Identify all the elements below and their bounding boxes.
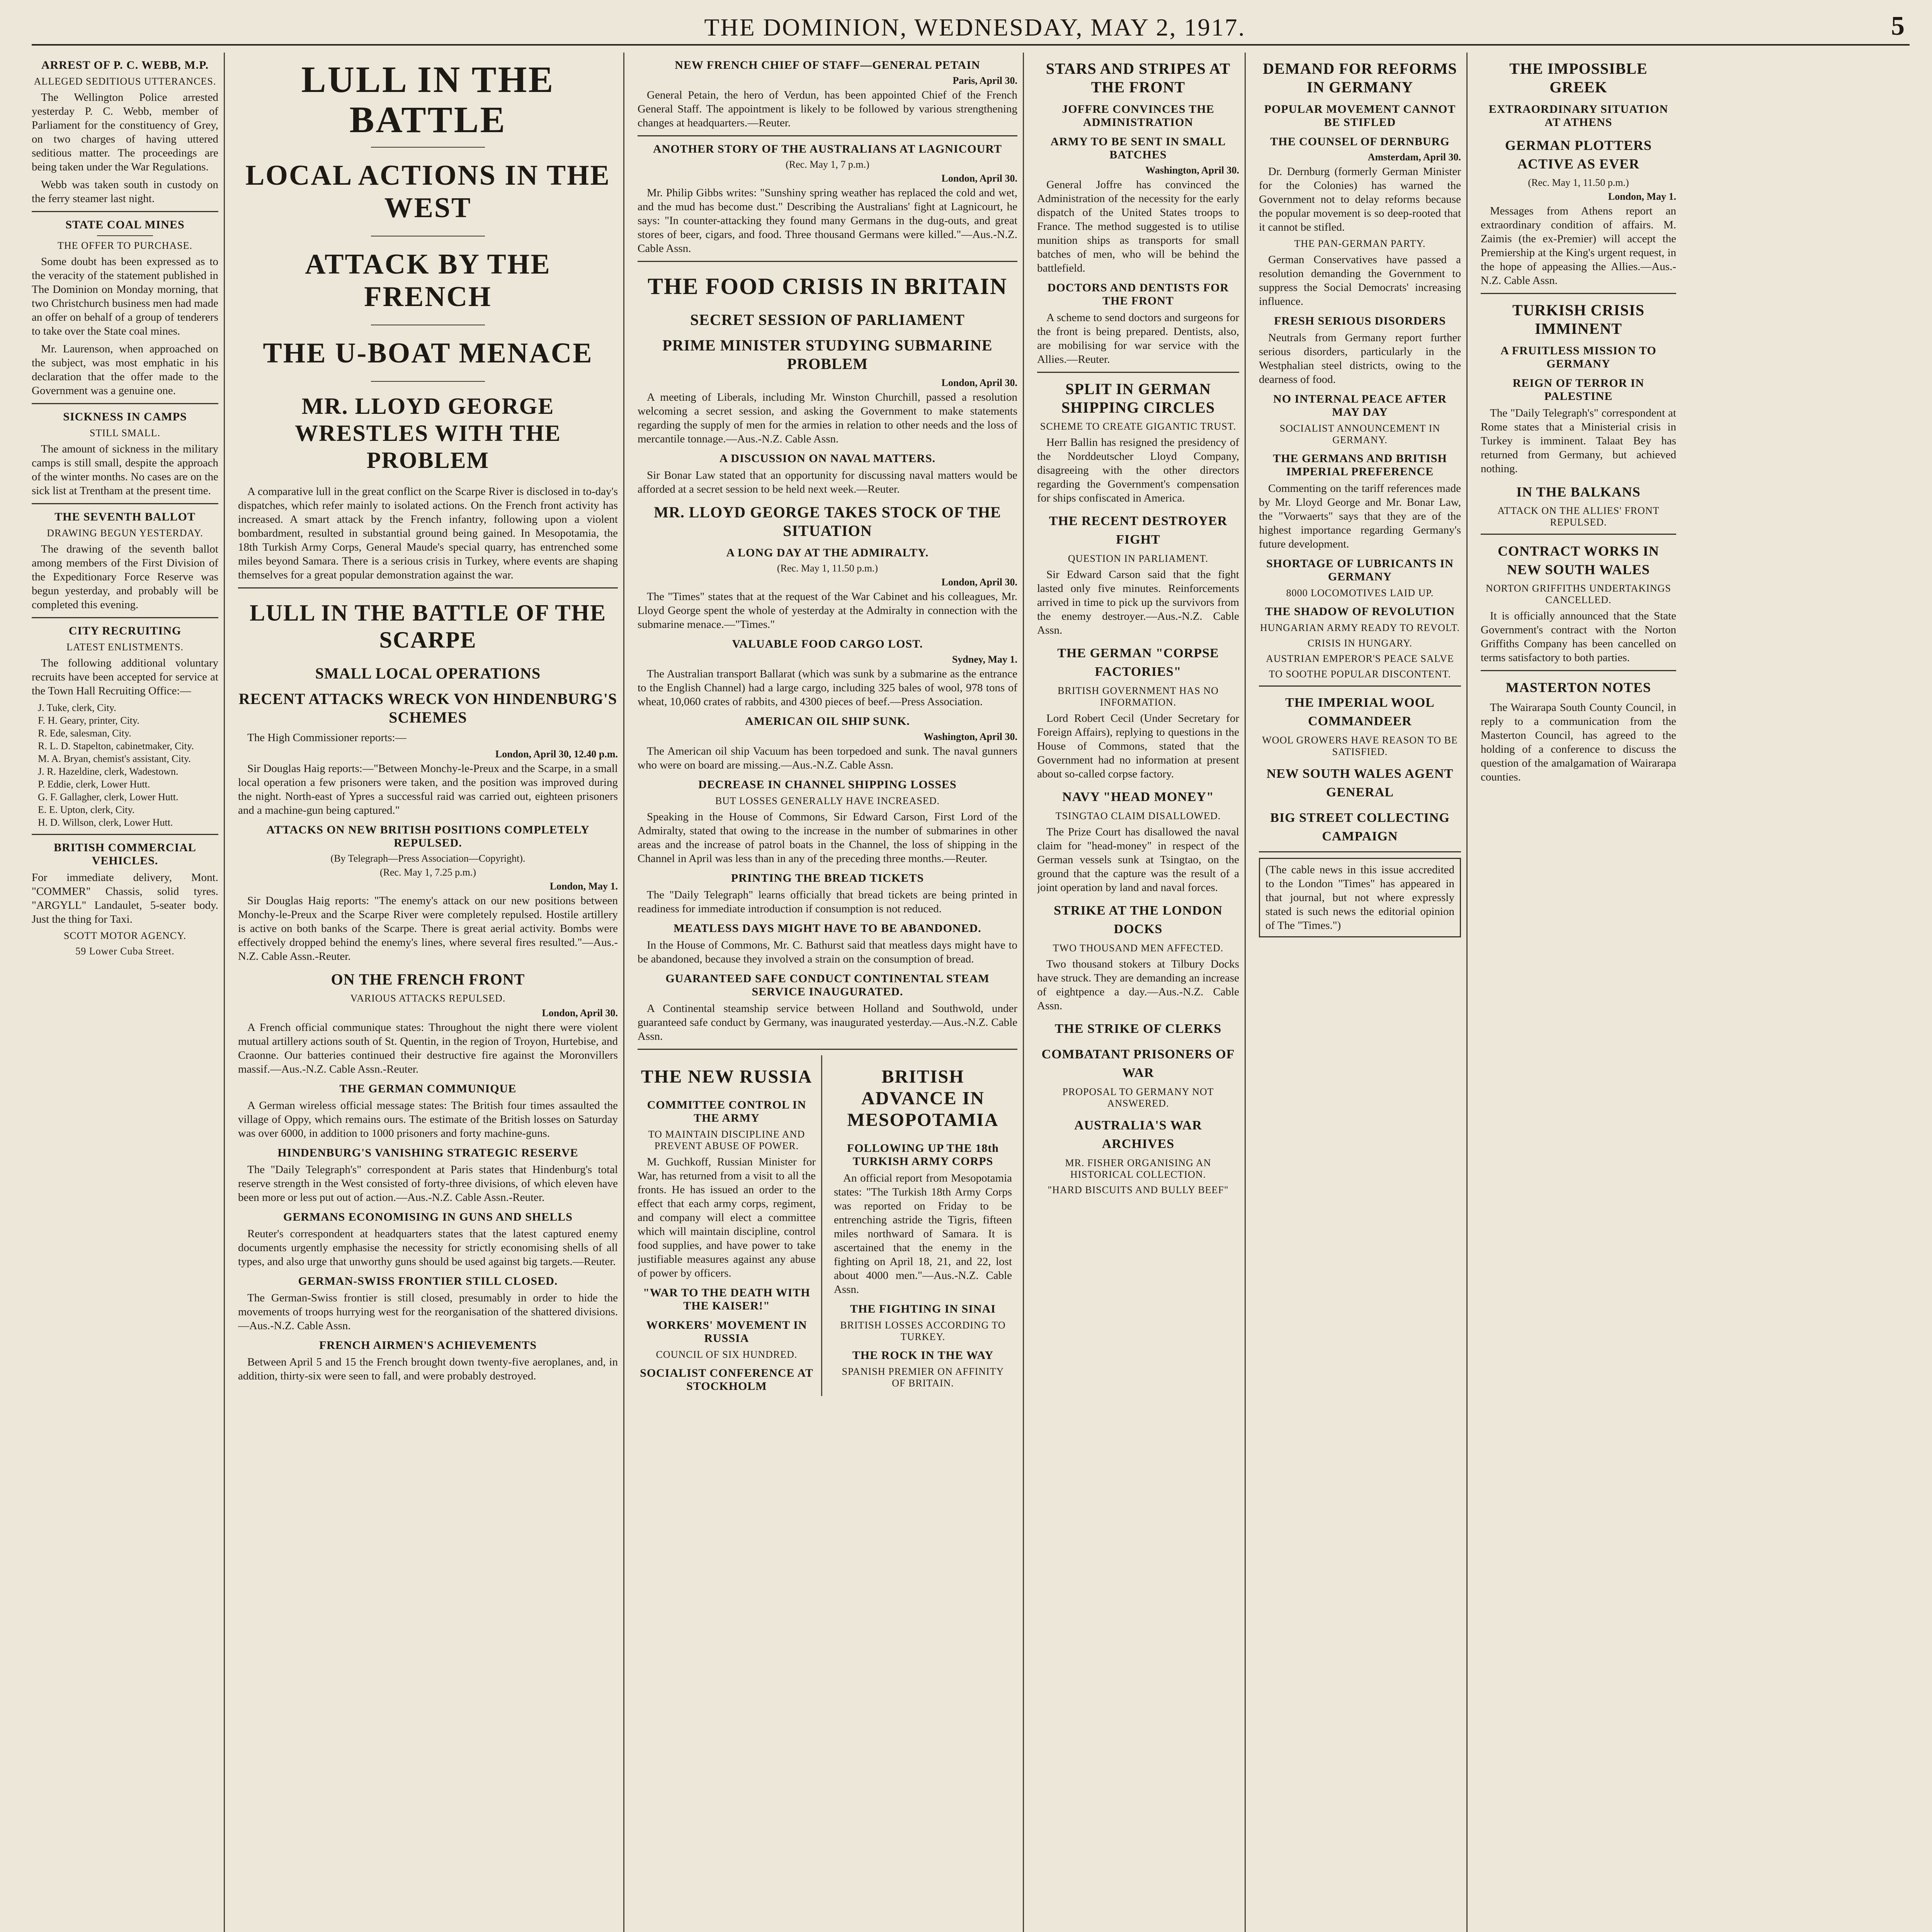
subheadline: ARMY TO BE SENT IN SMALL BATCHES xyxy=(1050,135,1226,161)
headline: LULL IN THE BATTLE OF THE SCARPE xyxy=(249,600,607,653)
article-paragraph: Commenting on the tariff references made by Mr. Lloyd George and Mr. Bonar Law, the "Vorwaerts" says that they are of the highest importance regarding Germany's future development. xyxy=(1259,482,1461,550)
column-5 xyxy=(1259,53,1468,1932)
column-6 xyxy=(1481,53,1682,1932)
headline: NEW FRENCH CHIEF OF STAFF—GENERAL PETAIN xyxy=(675,59,980,71)
article-paragraph: The following additional voluntary recruits have been accepted for service at the Town Hall Recruiting Office:— xyxy=(32,657,218,697)
subheadline: SHORTAGE OF LUBRICANTS IN GERMANY xyxy=(1266,557,1454,583)
page-number: 5 xyxy=(1891,11,1906,41)
subheadline: BRITISH LOSSES ACCORDING TO TURKEY. xyxy=(840,1320,1006,1342)
article-paragraph: In the House of Commons, Mr. C. Bathurst said that meatless days might have to be abandoned, because they involved a strain on the consumption of bread. xyxy=(638,939,1017,965)
headline: NEW SOUTH WALES AGENT GENERAL xyxy=(1266,767,1454,799)
divider xyxy=(1481,534,1676,535)
divider xyxy=(238,587,618,588)
advertisement-address: 59 Lower Cuba Street. xyxy=(75,946,175,957)
list-item: F. H. Geary, printer, City. xyxy=(38,715,139,726)
article-paragraph: Sir Douglas Haig reports: "The enemy's attack on our new positions between Monchy-le-Preux and the Scarpe River were completely repulsed. Hostile artillery is active on both banks of the Scarpe. There is great aerial activity. Bombs were effectively dropped behind the enemy's lines, where several fires resulted."—Aus.-N.Z. Cable Assn.-Reuter. xyxy=(238,895,618,963)
subheadline: TSINGTAO CLAIM DISALLOWED. xyxy=(1055,810,1221,821)
masthead-title: THE DOMINION, WEDNESDAY, MAY 2, 1917. xyxy=(704,14,1246,41)
advertisement-agency: SCOTT MOTOR AGENCY. xyxy=(63,930,187,941)
divider xyxy=(638,261,1017,262)
headline: MASTERTON NOTES xyxy=(1505,680,1651,695)
subheadline: THE COUNSEL OF DERNBURG xyxy=(1270,135,1450,148)
subheadline: JOFFRE CONVINCES THE ADMINISTRATION xyxy=(1062,103,1214,129)
subheadline: DOCTORS AND DENTISTS FOR THE FRONT xyxy=(1047,281,1229,307)
received-time: (Rec. May 1, 11.50 p.m.) xyxy=(777,563,878,574)
subheadline: ATTACKS ON NEW BRITISH POSITIONS COMPLETELY REPULSED. xyxy=(266,823,590,849)
article-paragraph: It is officially announced that the State Government's contract with the Norton Griffiths Company has been cancelled on terms satisfactory to both parties. xyxy=(1481,610,1676,664)
headline: NAVY "HEAD MONEY" xyxy=(1062,790,1214,804)
subheadline: GERMAN-SWISS FRONTIER STILL CLOSED. xyxy=(298,1275,558,1287)
banner-headline: LOCAL ACTIONS IN THE WEST xyxy=(245,160,611,224)
article-paragraph: A French official communique states: Throughout the night there were violent mutual artillery actions south of St. Quentin, in the region of Troyon, Hurtebise, and Craonne. Our batteries continued their destructive fire against the Moronvillers massif.—Aus.-N.Z. Cable Assn.-Reuter. xyxy=(238,1021,618,1075)
column-3 xyxy=(638,53,1024,1932)
headline: THE IMPOSSIBLE GREEK xyxy=(1509,60,1648,96)
list-item: R. L. D. Stapelton, cabinetmaker, City. xyxy=(38,740,194,752)
column-4 xyxy=(1037,53,1246,1932)
article-paragraph: A German wireless official message states: The British four times assaulted the village of Oppy, which remains ours. The estimate of the British losses on Saturday was over 6000, in addition to 1000 prisoners and forty machine-guns. xyxy=(238,1099,618,1139)
subheadline: SECRET SESSION OF PARLIAMENT xyxy=(690,311,965,328)
headline: BIG STREET COLLECTING CAMPAIGN xyxy=(1270,811,1450,844)
dateline: London, April 30. xyxy=(941,173,1017,184)
headline: DEMAND FOR REFORMS IN GERMANY xyxy=(1263,60,1457,96)
subheadline: LATEST ENLISTMENTS. xyxy=(66,641,184,653)
divider xyxy=(1037,372,1239,373)
subheadline: FOLLOWING UP THE 18th TURKISH ARMY CORPS xyxy=(847,1142,999,1168)
dateline: London, April 30, 12.40 p.m. xyxy=(495,748,618,760)
headline: COMBATANT PRISONERS OF WAR xyxy=(1041,1047,1235,1080)
subheadline: GERMANS ECONOMISING IN GUNS AND SHELLS xyxy=(283,1211,573,1223)
article-paragraph: The amount of sickness in the military camps is still small, despite the approach of the winter months. No cases are on the sick list at Trentham at the present time. xyxy=(32,443,218,497)
divider xyxy=(1259,685,1461,687)
subheadline: PROPOSAL TO GERMANY NOT ANSWERED. xyxy=(1062,1086,1214,1109)
subheadline: POPULAR MOVEMENT CANNOT BE STIFLED xyxy=(1264,103,1456,129)
headline: TURKISH CRISIS IMMINENT xyxy=(1512,301,1645,337)
columns xyxy=(32,53,1910,1932)
divider xyxy=(97,235,153,236)
divider xyxy=(32,617,218,618)
list-item: E. E. Upton, clerk, City. xyxy=(38,804,135,815)
article-paragraph: M. Guchkoff, Russian Minister for War, has returned from a visit to all the fronts. He has issued an order to the effect that each army corps, regiment, and company will elect a committee which will maintain discipline, control food supplies, and have power to take justifiable measures against any abuse of power by officers. xyxy=(638,1156,816,1279)
subheadline: FRESH SERIOUS DISORDERS xyxy=(1274,315,1446,327)
subheadline: VALUABLE FOOD CARGO LOST. xyxy=(732,638,923,650)
subheadline: DECREASE IN CHANNEL SHIPPING LOSSES xyxy=(698,778,957,791)
subheadline: "WAR TO THE DEATH WITH THE KAISER!" xyxy=(643,1286,810,1312)
subheadline: WORKERS' MOVEMENT IN RUSSIA xyxy=(646,1319,807,1345)
divider xyxy=(1481,293,1676,294)
divider xyxy=(32,403,218,404)
subheadline: A LONG DAY AT THE ADMIRALTY. xyxy=(726,546,929,559)
article-paragraph: The Wairarapa South County Council, in reply to a communication from the Masterton Council, has agreed to the holding of a conference to discuss the question of the amalgamation of Wairarapa counties. xyxy=(1481,701,1676,783)
subheadline: COMMITTEE CONTROL IN THE ARMY xyxy=(647,1099,806,1124)
headline: CITY RECRUITING xyxy=(68,624,182,637)
subheadline: A DISCUSSION ON NAVAL MATTERS. xyxy=(719,452,936,465)
article-paragraph: Speaking in the House of Commons, Sir Edward Carson, First Lord of the Admiralty, stated that owing to the increase in the number of submarines in other areas and the increase of patrol boats in the Channel, the loss of shipping in the Channel in April was less than in any of the preceding three months.—Reuter. xyxy=(638,811,1017,865)
article-paragraph: The German-Swiss frontier is still closed, presumably in order to hide the movements of troops hurrying west for the reorganisation of the shattered divisions.—Aus.-N.Z. Cable Assn. xyxy=(238,1292,618,1332)
headline: ARREST OF P. C. WEBB, M.P. xyxy=(41,59,209,71)
subheadline: TWO THOUSAND MEN AFFECTED. xyxy=(1053,942,1224,954)
received-time: (Rec. May 1, 11.50 p.m.) xyxy=(1528,177,1629,188)
subheadline: DRAWING BEGUN YESTERDAY. xyxy=(47,527,203,539)
headline: ANOTHER STORY OF THE AUSTRALIANS AT LAGNICOURT xyxy=(653,143,1002,155)
subheadline: HUNGARIAN ARMY READY TO REVOLT. xyxy=(1260,622,1460,633)
divider xyxy=(371,147,485,148)
article-paragraph: A meeting of Liberals, including Mr. Winston Churchill, passed a resolution welcoming a secret session, and asking the Government to make statements regarding the supply of men for the armies in relation to other needs and the loss of mercantile tonnage.—Aus.-N.Z. Cable Assn. xyxy=(638,391,1017,445)
editorial-note: (The cable news in this issue accredited to the London "Times" has appeared in that journal, but not where expressly stated is such news the editorial opinion of The "Times.") xyxy=(1259,858,1461,937)
column-1 xyxy=(32,53,225,1932)
article-paragraph: Reuter's correspondent at headquarters states that the latest captured enemy documents urgently emphasise the necessity for strictly economising shells of all types, and also urge that unworthy guns should be used against big targets.—Reuter. xyxy=(238,1228,618,1268)
subheadline: THE PAN-GERMAN PARTY. xyxy=(1294,238,1426,249)
subheadline: MR. LLOYD GEORGE TAKES STOCK OF THE SITUATION xyxy=(654,503,1001,539)
divider xyxy=(1481,670,1676,671)
subheadline: ON THE FRENCH FRONT xyxy=(331,971,525,988)
subheadline: FRENCH AIRMEN'S ACHIEVEMENTS xyxy=(319,1339,537,1352)
article-paragraph: Webb was taken south in custody on the ferry steamer last night. xyxy=(32,179,218,205)
divider xyxy=(638,1049,1017,1050)
subheadline: SOCIALIST ANNOUNCEMENT IN GERMANY. xyxy=(1279,423,1440,446)
article-paragraph: Mr. Laurenson, when approached on the subject, was most emphatic in his declaration that the offer made to the Government was a genuine one. xyxy=(32,343,218,397)
dateline: Washington, April 30. xyxy=(923,731,1017,742)
banner-headline: THE U-BOAT MENACE xyxy=(263,337,593,369)
dateline: London, April 30. xyxy=(542,1007,618,1019)
list-item: J. Tuke, clerk, City. xyxy=(38,702,116,713)
subheadline: MEATLESS DAYS MIGHT HAVE TO BE ABANDONED. xyxy=(673,922,981,935)
dateline: Sydney, May 1. xyxy=(952,654,1017,665)
divider xyxy=(32,211,218,212)
article-paragraph: General Joffre has convinced the Administration of the necessity for the early dispatch of the United States troops to France. The method suggested is to utilise munition ships as transports for small batches of men, who will be behind the battlefield. xyxy=(1037,179,1239,274)
subheadline: MR. FISHER ORGANISING AN HISTORICAL COLLECTION. xyxy=(1065,1157,1211,1180)
subheadline: STILL SMALL. xyxy=(90,427,160,439)
article-paragraph: A scheme to send doctors and surgeons for the front is being prepared. Dentists, also, are mobilising for war service with the Allies.—Reuter. xyxy=(1037,311,1239,366)
banner-headline: MR. LLOYD GEORGE WRESTLES WITH THE PROBLEM xyxy=(295,393,561,473)
list-item: H. D. Willson, clerk, Lower Hutt. xyxy=(38,817,173,828)
subheadline: THE FIGHTING IN SINAI xyxy=(850,1303,996,1315)
article-paragraph: Sir Bonar Law stated that an opportunity for discussing naval matters would be afforded at a secret session to be held next week.—Reuter. xyxy=(638,469,1017,495)
subheadline: SOCIALIST CONFERENCE AT STOCKHOLM xyxy=(640,1367,813,1393)
article-paragraph: A Continental steamship service between Holland and Southwold, under guaranteed safe conduct by Germany, was inaugurated yesterday.—Aus.-N.Z. Cable Assn. xyxy=(638,1002,1017,1043)
subheadline: SCHEME TO CREATE GIGANTIC TRUST. xyxy=(1040,421,1236,432)
article-paragraph: The High Commissioner reports:— xyxy=(247,731,406,744)
subheadline: GUARANTEED SAFE CONDUCT CONTINENTAL STEAM SERVICE INAUGURATED. xyxy=(665,972,990,998)
subheadline: TO SOOTHE POPULAR DISCONTENT. xyxy=(1269,668,1451,680)
subheadline: CRISIS IN HUNGARY. xyxy=(1307,638,1413,649)
article-paragraph: The "Daily Telegraph" learns officially that bread tickets are being printed in readiness for immediate introduction if consumption is not reduced. xyxy=(638,889,1017,915)
headline: STARS AND STRIPES AT THE FRONT xyxy=(1046,60,1231,96)
headline: THE RECENT DESTROYER FIGHT xyxy=(1049,514,1228,547)
article-paragraph: An official report from Mesopotamia states: "The Turkish 18th Army Corps was reported on Friday to be entrenching astride the Tigris, fifteen miles northward of Samara. It is ascertained that the enemy in the fighting on April 18, 21, and 22, lost about 4000 men."—Aus.-N.Z. Cable Assn. xyxy=(834,1172,1012,1296)
received-time: (Rec. May 1, 7.25 p.m.) xyxy=(379,867,476,878)
summary-paragraph: A comparative lull in the great conflict on the Scarpe River is disclosed in to-day's dispatches, which refer mainly to isolated actions. On the French front activity has increased. A smart attack by the French infantry, following upon a violent bombardment, resulted in substantial ground being gained. In Mesopotamia, the 18th Turkish Army Corps, General Maude's special quarry, has entrenched some miles beyond Samara. There is a serious crisis in Turkey, where events are shaping themselves for a great popular demonstration against the war. xyxy=(238,485,618,581)
sub-column-russia xyxy=(638,1055,822,1396)
masthead xyxy=(32,12,1910,46)
received-time: (Rec. May 1, 7 p.m.) xyxy=(786,159,869,170)
article-paragraph: Sir Edward Carson said that the fight lasted only five minutes. Reinforcements arrived in time to pick up the survivors from the enemy destroyer.—Aus.-N.Z. Cable Assn. xyxy=(1037,568,1239,636)
subheadline: GERMAN PLOTTERS ACTIVE AS EVER xyxy=(1505,138,1652,172)
subheadline: SMALL LOCAL OPERATIONS xyxy=(315,665,541,682)
divider xyxy=(371,381,485,382)
list-item: J. R. Hazeldine, clerk, Wadestown. xyxy=(38,766,179,777)
dateline: Paris, April 30. xyxy=(952,75,1017,86)
article-paragraph: Some doubt has been expressed as to the veracity of the statement published in The Dominion on Monday morning, that two Christchurch business men had made an offer on behalf of a group of tenderers to take over the State coal mines. xyxy=(32,255,218,337)
article-paragraph: Messages from Athens report an extraordinary condition of affairs. M. Zaimis (the ex-Premier) will accept the Premiership at the King's urgent request, in the hope of appeasing the Allies.—Aus.-N.Z. Cable Assn. xyxy=(1481,205,1676,287)
subheadline: AMERICAN OIL SHIP SUNK. xyxy=(745,715,910,728)
sub-column-mesopotamia xyxy=(834,1055,1017,1396)
subheadline: NORTON GRIFFITHS UNDERTAKINGS CANCELLED. xyxy=(1486,583,1671,605)
article-paragraph: German Conservatives have passed a resolution demanding the Government to suppress the Social Democrats' increasing influence. xyxy=(1259,253,1461,308)
article-paragraph: The Wellington Police arrested yesterday P. C. Webb, member of Parliament for the constituency of Grey, on two charges of having uttered seditious matter. The proceedings are being taken under the War Regulations. xyxy=(32,91,218,173)
subheadline: SPANISH PREMIER ON AFFINITY OF BRITAIN. xyxy=(842,1366,1004,1389)
dateline: Amsterdam, April 30. xyxy=(1367,151,1461,163)
subheadline: PRINTING THE BREAD TICKETS xyxy=(731,872,924,884)
headline: THE SEVENTH BALLOT xyxy=(54,510,196,523)
subheadline: PRIME MINISTER STUDYING SUBMARINE PROBLEM xyxy=(662,337,993,372)
subheadline: "HARD BISCUITS AND BULLY BEEF" xyxy=(1048,1184,1229,1196)
subheadline: THE OFFER TO PURCHASE. xyxy=(58,240,192,251)
subheadline: COUNCIL OF SIX HUNDRED. xyxy=(656,1349,798,1360)
article-paragraph: Sir Douglas Haig reports:—"Between Monchy-le-Preux and the Scarpe, in a small local operation a few prisoners were taken, and the position was improved during the night. North-east of Ypres a successful raid was carried out, eighteen prisoners and a machine-gun being captured." xyxy=(238,762,618,816)
subheadline: ALLEGED SEDITIOUS UTTERANCES. xyxy=(34,76,216,87)
article-paragraph: General Petain, the hero of Verdun, has been appointed Chief of the French General Staff. The appointment is likely to be followed by various strengthening changes at headquarters.—Reuter. xyxy=(638,89,1017,129)
article-paragraph: The Prize Court has disallowed the naval claim for "head-money" in respect of the German vessels sunk at Tsingtao, on the ground that the capture was the result of a joint operation by land and naval forces. xyxy=(1037,826,1239,894)
headline: SPLIT IN GERMAN SHIPPING CIRCLES xyxy=(1061,380,1215,416)
article-paragraph: The "Times" states that at the request of the War Cabinet and his colleagues, Mr. Lloyd George spent the whole of yesterday at the Admiralty in connection with the submarine menace.—"Times." xyxy=(638,590,1017,631)
subheadline: NO INTERNAL PEACE AFTER MAY DAY xyxy=(1273,393,1447,418)
article-paragraph: The American oil ship Vacuum has been torpedoed and sunk. The naval gunners who were on board are missing.—Aus.-N.Z. Cable Assn. xyxy=(638,745,1017,771)
headline: THE FOOD CRISIS IN BRITAIN xyxy=(647,274,1008,299)
article-paragraph: The "Daily Telegraph's" correspondent at Paris states that Hindenburg's total reserve strength in the West consisted of forty-three divisions, of which eleven have been more or less put out of action.—Aus.-N.Z. Cable Assn.-Reuter. xyxy=(238,1163,618,1204)
article-paragraph: Dr. Dernburg (formerly German Minister for the Colonies) has warned the Government not to delay reforms because the popular movement is so deep-rooted that it cannot be stifled. xyxy=(1259,165,1461,233)
headline: CONTRACT WORKS IN NEW SOUTH WALES xyxy=(1498,543,1659,577)
headline: THE IMPERIAL WOOL COMMANDEER xyxy=(1285,696,1435,728)
split-section xyxy=(638,1055,1017,1396)
subheadline: BUT LOSSES GENERALLY HAVE INCREASED. xyxy=(715,795,940,806)
article-paragraph: Herr Ballin has resigned the presidency of the Norddeutscher Lloyd Company, disagreeing with the other directors regarding the Government's compensation for ships confiscated in America. xyxy=(1037,436,1239,504)
subheadline: THE ROCK IN THE WAY xyxy=(852,1349,994,1362)
subheadline: EXTRAORDINARY SITUATION AT ATHENS xyxy=(1488,103,1668,129)
subheadline: THE GERMANS AND BRITISH IMPERIAL PREFERENCE xyxy=(1273,452,1447,478)
list-item: G. F. Gallagher, clerk, Lower Hutt. xyxy=(38,791,179,803)
headline: IN THE BALKANS xyxy=(1516,484,1641,500)
article-paragraph: The Australian transport Ballarat (which was sunk by a submarine as the entrance to the English Channel) had a large cargo, including 325 bales of wool, 978 tons of wheat, 10,060 crates of rabbits, and 4300 pieces of beef.—Press Association. xyxy=(638,668,1017,708)
subheadline: A FRUITLESS MISSION TO GERMANY xyxy=(1500,344,1656,370)
banner-headline: LULL IN THE BATTLE xyxy=(301,59,555,140)
banner-headline: ATTACK BY THE FRENCH xyxy=(305,248,551,313)
subheadline: AUSTRIAN EMPEROR'S PEACE SALVE xyxy=(1266,653,1454,664)
dateline: Washington, April 30. xyxy=(1145,165,1239,176)
subheadline: ATTACK ON THE ALLIES' FRONT REPULSED. xyxy=(1497,505,1660,528)
advertisement-heading: BRITISH COMMERCIAL VEHICLES. xyxy=(54,841,196,867)
recruit-list xyxy=(38,702,218,828)
column-2 xyxy=(238,53,624,1932)
list-item: R. Ede, salesman, City. xyxy=(38,728,131,739)
advertisement-text: For immediate delivery, Mont. "COMMER" Chassis, solid tyres. "ARGYLL" Landaulet, 5-seater body. Just the thing for Taxi. xyxy=(32,871,218,925)
article-paragraph: Two thousand stokers at Tilbury Docks have struck. They are demanding an increase of eightpence a day.—Aus.-N.Z. Cable Assn. xyxy=(1037,958,1239,1012)
divider xyxy=(638,135,1017,136)
article-paragraph: The "Daily Telegraph's" correspondent at Rome states that a Ministerial crisis in Turkey is imminent. Talaat Bey has returned from Germany, but achieved nothing. xyxy=(1481,407,1676,475)
headline: THE NEW RUSSIA xyxy=(641,1066,813,1087)
article-paragraph: The drawing of the seventh ballot among members of the First Division of the Expeditionary Force Reserve was begun yesterday, and probably will be completed this evening. xyxy=(32,543,218,611)
subheadline: TO MAINTAIN DISCIPLINE AND PREVENT ABUSE OF POWER. xyxy=(648,1129,805,1151)
subheadline: 8000 LOCOMOTIVES LAID UP. xyxy=(1286,587,1434,599)
subheadline: WOOL GROWERS HAVE REASON TO BE SATISFIED. xyxy=(1262,735,1458,757)
article-paragraph: Mr. Philip Gibbs writes: "Sunshiny spring weather has replaced the cold and wet, and the mud has become dust." Describing the Australians' fight at Lagnicourt, he says: "In counter-attacking they found many Germans in the dug-outs, and great stores of beer, cigars, and food. Three thousand Germans were killed."—Aus.-N.Z. Cable Assn. xyxy=(638,187,1017,255)
subheadline: RECENT ATTACKS WRECK VON HINDENBURG'S SCHEMES xyxy=(238,690,617,726)
newspaper-page xyxy=(32,12,1910,1932)
headline: THE STRIKE OF CLERKS xyxy=(1054,1022,1222,1036)
subheadline: THE GERMAN COMMUNIQUE xyxy=(339,1082,517,1095)
article-paragraph: Neutrals from Germany report further serious disorders, particularly in the Westphalian steel districts, owing to the dearness of food. xyxy=(1259,332,1461,386)
list-item: M. A. Bryan, chemist's assistant, City. xyxy=(38,753,191,764)
subheadline: REIGN OF TERROR IN PALESTINE xyxy=(1512,377,1645,403)
subheadline: QUESTION IN PARLIAMENT. xyxy=(1068,553,1209,564)
list-item: P. Eddie, clerk, Lower Hutt. xyxy=(38,779,150,790)
divider xyxy=(1259,851,1461,852)
divider xyxy=(32,834,218,835)
dateline: London, April 30. xyxy=(941,577,1017,588)
divider xyxy=(32,503,218,504)
subheadline: VARIOUS ATTACKS REPULSED. xyxy=(350,993,506,1004)
headline: AUSTRALIA'S WAR ARCHIVES xyxy=(1074,1118,1202,1151)
article-paragraph: Lord Robert Cecil (Under Secretary for Foreign Affairs), replying to questions in the House of Commons, stated that the Government had no information at present about so-called corpse factory. xyxy=(1037,712,1239,780)
headline: STATE COAL MINES xyxy=(65,218,185,231)
wire-credit: (By Telegraph—Press Association—Copyright). xyxy=(330,853,526,864)
headline: STRIKE AT THE LONDON DOCKS xyxy=(1054,903,1223,936)
headline: THE GERMAN "CORPSE FACTORIES" xyxy=(1057,646,1219,679)
subheadline: HINDENBURG'S VANISHING STRATEGIC RESERVE xyxy=(277,1146,578,1159)
headline: SICKNESS IN CAMPS xyxy=(63,410,187,423)
subheadline: BRITISH GOVERNMENT HAS NO INFORMATION. xyxy=(1058,685,1219,708)
subheadline: THE SHADOW OF REVOLUTION xyxy=(1265,605,1455,618)
dateline: London, April 30. xyxy=(941,377,1017,388)
dateline: London, May 1. xyxy=(549,881,618,892)
headline: BRITISH ADVANCE IN MESOPOTAMIA xyxy=(847,1066,999,1130)
dateline: London, May 1. xyxy=(1608,191,1676,202)
article-paragraph: Between April 5 and 15 the French brought down twenty-five aeroplanes, and, in addition, thirty-six were seen to fall, and were probably destroyed. xyxy=(238,1356,618,1382)
